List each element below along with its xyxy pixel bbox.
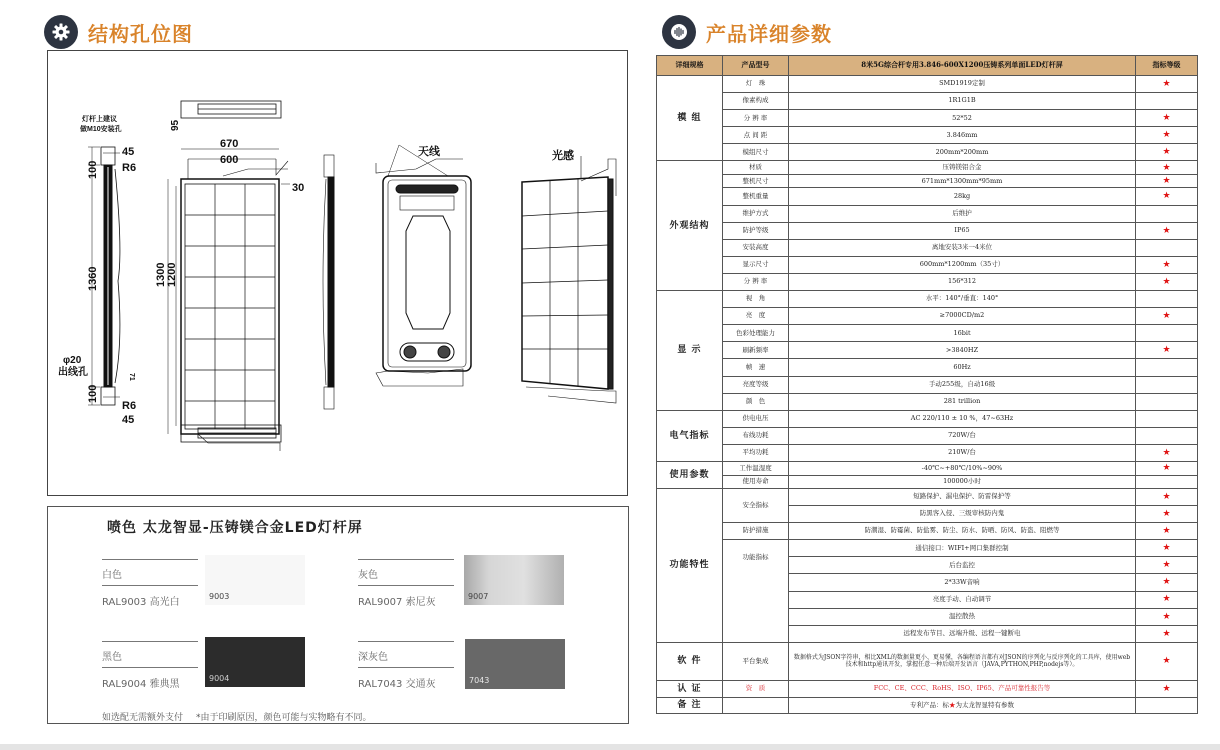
param-label: 亮度等级 <box>723 376 789 393</box>
table-row <box>657 222 1198 239</box>
structure-section-header <box>44 12 193 52</box>
dimension-label: 45 <box>122 414 135 426</box>
structure-drawing <box>47 50 628 496</box>
grade-cell <box>1136 697 1198 713</box>
table-row <box>657 127 1198 144</box>
param-value: IP65 <box>789 222 1136 239</box>
star-icon: ★ <box>1136 461 1198 475</box>
param-value: 100000小时 <box>789 475 1136 488</box>
param-value: 1R1G1B <box>789 93 1136 110</box>
swatch-code: 7043 <box>469 676 490 685</box>
swatch-code-label: RAL9004 雅典黑 <box>102 679 180 690</box>
category-cell: 外观结构 <box>657 161 723 291</box>
param-value: 720W/台 <box>789 427 1136 444</box>
param-label: 整机重量 <box>723 188 789 205</box>
swatch-code-label: RAL9007 索尼灰 <box>358 597 436 608</box>
light-sensor-label: 光感 <box>552 150 574 162</box>
param-value: 2*33W音响 <box>789 574 1136 591</box>
swatch-name: 灰色 <box>358 570 378 581</box>
category-cell: 使用参数 <box>657 461 723 488</box>
table-row <box>657 188 1198 205</box>
table-row <box>657 342 1198 359</box>
param-value: 温控散热 <box>789 608 1136 625</box>
param-label: 色彩处理能力 <box>723 325 789 342</box>
divider <box>102 641 198 642</box>
param-label: 视 角 <box>723 291 789 308</box>
grade-cell <box>1136 427 1198 444</box>
param-value: 亮度手动、自动调节 <box>789 591 1136 608</box>
category-cell: 电气指标 <box>657 410 723 461</box>
param-value: 28kg <box>789 188 1136 205</box>
category-cell: 显 示 <box>657 291 723 411</box>
star-icon: ★ <box>1136 161 1198 175</box>
param-value: 压铸镁铝合金 <box>789 161 1136 175</box>
star-icon: ★ <box>1136 625 1198 642</box>
dimension-label: φ20 <box>63 355 82 366</box>
dimension-label: R6 <box>122 400 137 412</box>
mount-note: 做M10安装孔 <box>80 126 122 133</box>
param-value: 16bit <box>789 325 1136 342</box>
table-row <box>657 461 1198 475</box>
star-icon: ★ <box>1136 127 1198 144</box>
param-label: 帧 速 <box>723 359 789 376</box>
table-row <box>657 393 1198 410</box>
param-label: 防护等级 <box>723 222 789 239</box>
param-label: 平台集成 <box>723 642 789 680</box>
star-icon: ★ <box>1136 557 1198 574</box>
swatch-name: 深灰色 <box>358 652 388 663</box>
param-value: 防潮湿、防霉菌、防盐雾、防尘、防水、防晒、防风、防盗、阻燃等 <box>789 523 1136 540</box>
table-row <box>657 444 1198 461</box>
param-value: 200mm*200mm <box>789 144 1136 161</box>
dimension-label: 600 <box>220 154 239 166</box>
star-icon: ★ <box>1136 256 1198 273</box>
param-label: 安全指标 <box>723 488 789 522</box>
table-header-row <box>657 56 1198 76</box>
param-value: AC 220/110 ± 10 %，47~63Hz <box>789 410 1136 427</box>
param-value: 60Hz <box>789 359 1136 376</box>
param-value: 防黑客入侵、三级审核防内鬼 <box>789 506 1136 523</box>
grade-cell <box>1136 291 1198 308</box>
dimension-label: 71 <box>128 373 135 381</box>
table-row <box>657 205 1198 222</box>
param-value: 手动255级，自动16级 <box>789 376 1136 393</box>
star-icon: ★ <box>1136 222 1198 239</box>
param-label: 显示尺寸 <box>723 256 789 273</box>
table-row <box>657 427 1198 444</box>
param-value: 短路保护、漏电保护、防雷保护等 <box>789 488 1136 505</box>
dimension-label: 100 <box>87 384 99 403</box>
param-value: 281 trillion <box>789 393 1136 410</box>
param-value: 远程发布节目、远端升级、远程一键断电 <box>789 625 1136 642</box>
param-label: 分 辨 率 <box>723 273 789 290</box>
mount-note: 灯杆上建议 <box>82 116 117 123</box>
divider <box>102 559 198 560</box>
swatch-code-label: RAL9003 高光白 <box>102 597 180 608</box>
param-label: 平均功耗 <box>723 444 789 461</box>
star-icon: ★ <box>1136 188 1198 205</box>
param-value: 水平：140°/垂直：140° <box>789 291 1136 308</box>
grade-cell <box>1136 475 1198 488</box>
table-row <box>657 76 1198 93</box>
param-value: 52*52 <box>789 110 1136 127</box>
star-icon: ★ <box>1136 76 1198 93</box>
param-label: 使用寿命 <box>723 475 789 488</box>
grade-cell <box>1136 410 1198 427</box>
category-cell: 软 件 <box>657 642 723 680</box>
category-cell: 模 组 <box>657 76 723 161</box>
table-row <box>657 308 1198 325</box>
param-value: 3.846mm <box>789 127 1136 144</box>
param-label: 亮 度 <box>723 308 789 325</box>
divider <box>358 559 454 560</box>
dimension-label: 1360 <box>87 266 99 291</box>
star-icon: ★ <box>1136 680 1198 697</box>
grade-cell <box>1136 93 1198 110</box>
dimension-label: 670 <box>220 138 239 150</box>
swatch-gray <box>464 555 564 605</box>
table-row <box>657 239 1198 256</box>
param-value: 600mm*1200mm（35寸） <box>789 256 1136 273</box>
dimension-label: R6 <box>122 162 137 174</box>
param-value: FCC、CE、CCC、RoHS、ISO、IP65、产品可靠性报告等 <box>789 680 1136 697</box>
divider <box>102 585 198 586</box>
param-value: SMD1919定制 <box>789 76 1136 93</box>
param-value: 156*312 <box>789 273 1136 290</box>
param-label: 整机尺寸 <box>723 175 789 188</box>
sound-wave-icon <box>662 15 696 49</box>
swatch-code: 9004 <box>209 674 230 683</box>
param-value: 671mm*1300mm*95mm <box>789 175 1136 188</box>
table-row <box>657 273 1198 290</box>
grade-cell <box>1136 393 1198 410</box>
star-icon: ★ <box>1136 591 1198 608</box>
swatch-code: 9003 <box>209 592 230 601</box>
param-value: >3840HZ <box>789 342 1136 359</box>
star-icon: ★ <box>1136 523 1198 540</box>
params-section-header <box>662 12 832 52</box>
param-value: 后维护 <box>789 205 1136 222</box>
table-row <box>657 376 1198 393</box>
grade-cell <box>1136 359 1198 376</box>
category-cell: 备 注 <box>657 697 723 713</box>
grade-cell <box>1136 239 1198 256</box>
swatch-name: 黑色 <box>102 652 122 663</box>
star-icon: ★ <box>1136 574 1198 591</box>
dimension-label: 45 <box>122 146 135 158</box>
param-value: 通信接口：WIFI+网口集群控制 <box>789 540 1136 557</box>
table-row <box>657 697 1198 713</box>
param-label: 供电电压 <box>723 410 789 427</box>
param-label: 工作温湿度 <box>723 461 789 475</box>
section-title: 产品详细参数 <box>706 21 832 46</box>
table-row <box>657 410 1198 427</box>
swatch-dark-gray <box>465 639 565 689</box>
param-value: ≥7000CD/m2 <box>789 308 1136 325</box>
swatch-code-label: RAL7043 交通灰 <box>358 679 436 690</box>
star-icon: ★ <box>1136 444 1198 461</box>
param-value: 210W/台 <box>789 444 1136 461</box>
divider <box>358 585 454 586</box>
param-label: 材质 <box>723 161 789 175</box>
star-icon: ★ <box>1136 540 1198 557</box>
star-icon: ★ <box>1136 273 1198 290</box>
star-icon: ★ <box>1136 488 1198 505</box>
grade-cell <box>1136 325 1198 342</box>
swatch-name: 白色 <box>102 570 122 581</box>
table-row <box>657 523 1198 540</box>
table-row <box>657 144 1198 161</box>
category-cell: 认 证 <box>657 680 723 697</box>
divider <box>358 667 454 668</box>
param-label: 灯 珠 <box>723 76 789 93</box>
table-row <box>657 359 1198 376</box>
table-row <box>657 680 1198 697</box>
color-disclaimer: *由于印刷原因，颜色可能与实物略有不同。 <box>196 713 372 723</box>
section-title: 结构孔位图 <box>88 21 193 46</box>
param-label: 颜 色 <box>723 393 789 410</box>
dimension-label: 1300 <box>155 262 167 287</box>
table-row <box>657 110 1198 127</box>
dimension-label: 1200 <box>166 262 178 287</box>
table-row <box>657 475 1198 488</box>
dimension-label: 95 <box>170 119 181 131</box>
table-row <box>657 325 1198 342</box>
table-row <box>657 161 1198 175</box>
color-note: 如选配无需额外支付 <box>102 713 184 723</box>
bottom-band <box>0 744 1220 750</box>
swatch-black <box>205 637 305 687</box>
table-row <box>657 291 1198 308</box>
color-panel-title: 喷色 太龙智显-压铸镁合金LED灯杆屏 <box>107 520 363 536</box>
spec-table <box>656 55 1198 714</box>
divider <box>102 667 198 668</box>
param-label: 分 辨 率 <box>723 110 789 127</box>
star-icon: ★ <box>1136 308 1198 325</box>
divider <box>358 641 454 642</box>
swatch-white <box>205 555 305 605</box>
param-value: 离地安装3米一4米位 <box>789 239 1136 256</box>
star-icon: ★ <box>1136 506 1198 523</box>
dimension-label: 30 <box>292 182 305 194</box>
column-header: 指标等级 <box>1136 56 1198 76</box>
param-label: 布线功耗 <box>723 427 789 444</box>
param-value <box>789 697 1136 713</box>
param-value: 数据格式为JSON字符串，相比XML的数据量更小、更易懂，各编程语言都有对JSON的序列化与反序列化的工具库，使用web技术和http通讯开发，掌握任意一种后端开发语言（JAVA,PYTHON,PHP,nodejs等）。 <box>789 642 1136 680</box>
table-row <box>657 175 1198 188</box>
category-cell: 功能特性 <box>657 488 723 642</box>
param-value: -40℃~+80℃/10%~90% <box>789 461 1136 475</box>
param-label: 点 间 距 <box>723 127 789 144</box>
remark-prefix: 专利产品：标 <box>910 700 949 709</box>
color-options-panel <box>47 506 629 724</box>
remark-suffix: 为太龙智显特有参数 <box>955 700 1014 709</box>
column-header: 产品型号 <box>723 56 789 76</box>
table-row <box>657 540 1198 557</box>
param-label: 功能指标 <box>723 540 789 643</box>
cable-hole-label: 出线孔 <box>58 367 88 378</box>
column-header: 8米5G综合杆专用3.846-600X1200压铸系列单面LED灯杆屏 <box>789 56 1136 76</box>
star-icon: ★ <box>1136 144 1198 161</box>
grade-cell <box>1136 205 1198 222</box>
star-icon: ★ <box>1136 110 1198 127</box>
grade-cell <box>1136 376 1198 393</box>
param-label: 刷新频率 <box>723 342 789 359</box>
table-row <box>657 93 1198 110</box>
param-label: 防护措施 <box>723 523 789 540</box>
table-row <box>657 256 1198 273</box>
param-label: 维护方式 <box>723 205 789 222</box>
star-icon: ★ <box>1136 342 1198 359</box>
star-icon: ★ <box>1136 608 1198 625</box>
param-label: 模组尺寸 <box>723 144 789 161</box>
param-label: 像素构成 <box>723 93 789 110</box>
column-header: 详细规格 <box>657 56 723 76</box>
dimension-label: 100 <box>87 160 99 179</box>
param-label: 资 质 <box>723 680 789 697</box>
table-row <box>657 488 1198 505</box>
param-value: 后台监控 <box>789 557 1136 574</box>
table-row <box>657 642 1198 680</box>
star-icon: ★ <box>949 700 956 709</box>
antenna-label: 天线 <box>418 146 440 158</box>
star-icon: ★ <box>1136 175 1198 188</box>
swatch-code: 9007 <box>468 592 489 601</box>
star-icon: ★ <box>1136 642 1198 680</box>
param-label: 安装高度 <box>723 239 789 256</box>
gear-icon <box>44 15 78 49</box>
param-label <box>723 697 789 713</box>
